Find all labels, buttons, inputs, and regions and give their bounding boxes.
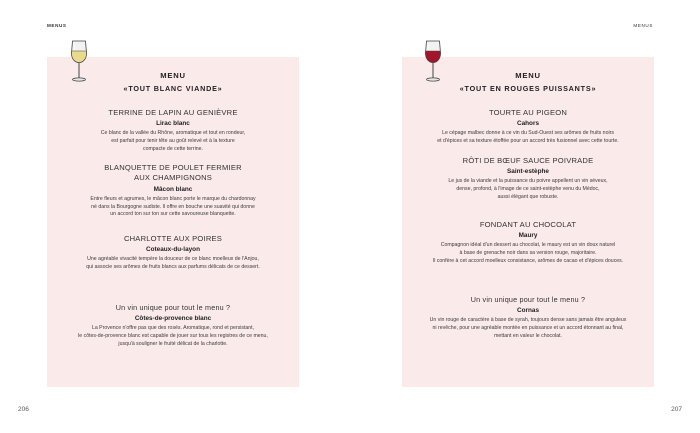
menu-panel-right — [402, 57, 654, 387]
wine-name: Maury — [518, 231, 538, 239]
single-wine-pairing — [61, 303, 285, 349]
course-dessert — [61, 234, 285, 272]
wine-name: Coteaux-du-layon — [146, 245, 200, 253]
dish-name: BLANQUETTE DE POULET FERMIER AUX CHAMPIGNONS — [104, 163, 242, 182]
menu-subtitle: «TOUT EN ROUGES PUISSANTS» — [459, 84, 597, 93]
course-starter — [61, 108, 285, 154]
wine-description: Le cépage malbec donne à ce vin du Sud-Ouest ses arômes de fruits noirs et d'épices et sa texture étoffée pour un accord très fusionnel avec cette tourte. — [437, 129, 619, 144]
wine-description: Entre fleurs et agrumes, le mâcon blanc porte le marque du chardonnay né dans la Bourgogne sudiste. Il offre en bouche une suavité qui donne un accord ton sur ton sur cette savoureuse blanquette. — [90, 195, 256, 218]
wine-name: Lirac blanc — [156, 119, 190, 127]
running-head-left: MENUS — [47, 23, 67, 28]
white-wine-glass-icon — [69, 40, 89, 84]
wine-description: Un vin rouge de caractère à base de syrah, toujours dense sans jamais être anguleux ni revêche, pour une agréable montée en puissance et un accord étonnant au final, mettant en valeur le chocolat. — [429, 316, 627, 339]
page-number-right: 207 — [671, 406, 682, 413]
wine-description: Le jus de la viande et la puissance du poivre appellent un vin séveux, dense, profond, à l'image de ce saint-estèphe venu du Médoc, aussi élégant que robuste. — [448, 177, 608, 200]
page-number-left: 206 — [18, 406, 29, 413]
single-wine-heading: Un vin unique pour tout le menu ? — [115, 303, 231, 312]
red-wine-glass-icon — [423, 40, 443, 84]
dish-name: TERRINE DE LAPIN AU GENIÈVRE — [108, 108, 238, 117]
dish-name: CHARLOTTE AUX POIRES — [123, 234, 223, 243]
dish-name: RÔTI DE BŒUF SAUCE POIVRADE — [462, 156, 594, 165]
course-dessert — [416, 220, 640, 266]
running-head-right: MENUS — [633, 23, 653, 28]
course-starter — [416, 108, 640, 146]
menu-panel-left — [47, 57, 299, 387]
wine-description: Ce blanc de la vallée du Rhône, aromatique et tout en rondeur, est parfait pour tenir tête au goût relevé et à la texture compacte de cette terrine. — [100, 129, 246, 152]
wine-name: Côtes-de-provence blanc — [134, 314, 212, 322]
wine-name: Saint-estèphe — [507, 167, 549, 175]
menu-title: MENU — [515, 71, 541, 80]
menu-subtitle: «TOUT BLANC VIANDE» — [123, 84, 223, 93]
wine-name: Cahors — [516, 119, 540, 127]
course-main — [61, 163, 285, 219]
dish-name: TOURTE AU PIGEON — [488, 108, 568, 117]
wine-description: Une agréable vivacité tempère la douceur de ce blanc moelleux de l'Anjou, qui associe ses arômes de fruits blancs aux parfums délicats de ce dessert. — [86, 255, 260, 270]
wine-name: Cornas — [516, 306, 540, 314]
wine-description: Compagnon idéal d'un dessert au chocolat, le maury est un vin doux naturel à base de grenache noir dans sa version rouge, majoritaire. Il confère à cet accord moelleux consistance, arômes de cacao et d'épices douces. — [432, 241, 624, 264]
menu-title: MENU — [160, 71, 186, 80]
wine-name: Mâcon blanc — [153, 185, 193, 193]
single-wine-heading: Un vin unique pour tout le menu ? — [470, 295, 586, 304]
course-main — [416, 156, 640, 202]
wine-description: La Provence n'offre pas que des rosés. Aromatique, rond et persistant, le côtes-de-provence blanc est capable de jouer sur tous les registres de ce menu, jusqu'à souligner le fruité délicat de la charlotte. — [78, 324, 268, 347]
single-wine-pairing — [416, 295, 640, 341]
dish-name: FONDANT AU CHOCOLAT — [479, 220, 577, 229]
